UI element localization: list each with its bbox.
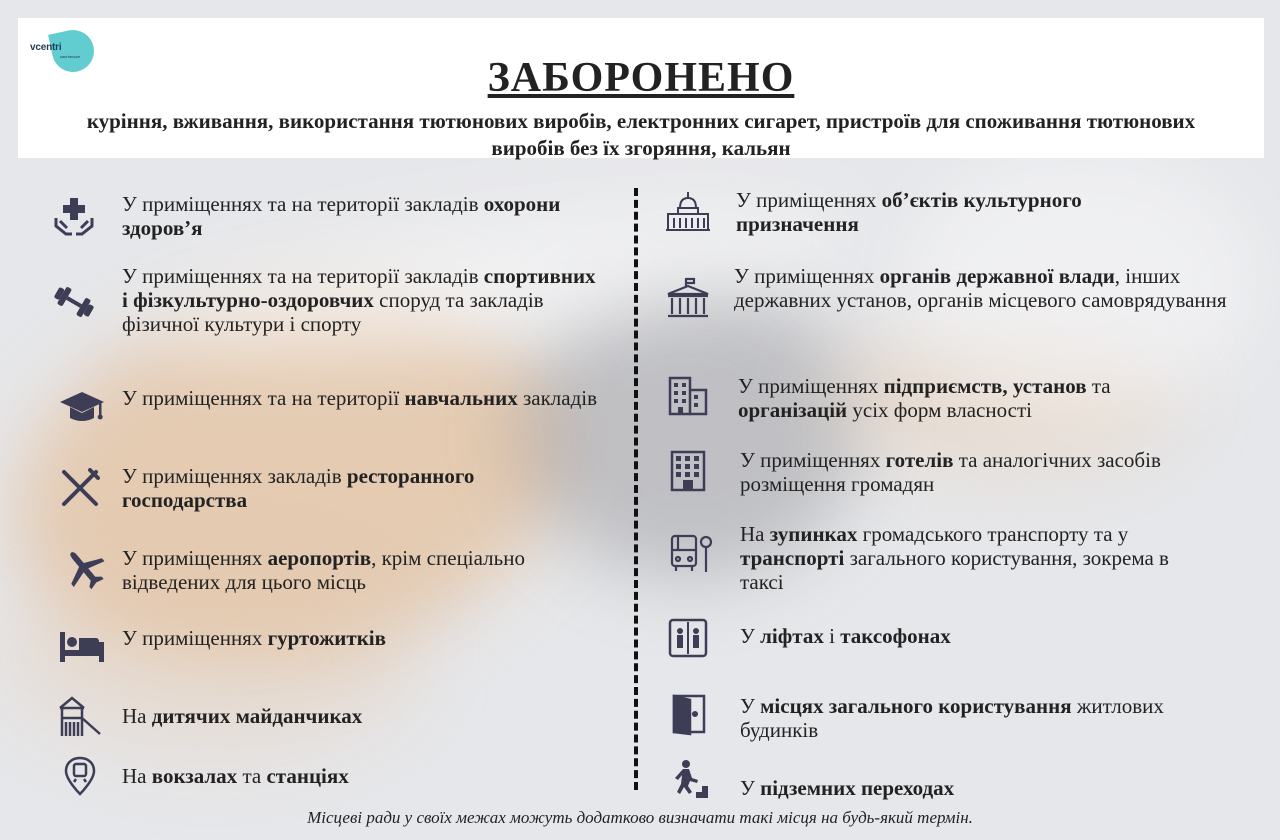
- capitol-icon: [664, 190, 708, 234]
- page-subtitle: куріння, вживання, використання тютюнових виробів, електронних сигарет, пристроїв для споживання тютюнових виробів без їх згоряння, кальян: [86, 109, 1196, 160]
- text-segment: У приміщеннях: [740, 448, 886, 472]
- right-item-text: [740, 776, 1210, 800]
- emphasized-text: станціях: [266, 764, 349, 788]
- text-segment: житлових будинків: [740, 694, 1164, 742]
- text-segment: і: [823, 624, 841, 648]
- emphasized-text: охорони здоров’я: [122, 192, 561, 240]
- text-segment: У приміщеннях: [122, 546, 268, 570]
- underpass-stairs-icon: [668, 758, 712, 802]
- right-item-text: [740, 522, 1210, 594]
- emphasized-text: організацій: [738, 398, 848, 422]
- right-item-text: [740, 624, 1210, 648]
- text-segment: , інших державних установ, органів місцевого самоврядування: [734, 264, 1227, 312]
- text-segment: У приміщеннях та на території: [122, 386, 405, 410]
- emphasized-text: ліфтах: [760, 624, 824, 648]
- emphasized-text: гуртожитків: [267, 626, 386, 650]
- text-segment: На: [740, 522, 770, 546]
- emphasized-text: зупинках: [769, 522, 858, 546]
- airplane-icon: [62, 546, 106, 590]
- page-title: ЗАБОРОНЕНО: [487, 55, 795, 101]
- text-segment: У: [740, 694, 761, 718]
- emphasized-text: підприємств, установ: [883, 374, 1087, 398]
- right-item-text: [740, 448, 1210, 496]
- text-segment: , крім спеціально відведених для цього місць: [122, 546, 525, 594]
- hotel-icon: [666, 450, 710, 494]
- playground-icon: [56, 694, 100, 738]
- text-segment: та аналогічних засобів розміщення громадян: [740, 448, 1161, 496]
- text-segment: У приміщеннях: [736, 188, 882, 212]
- emphasized-text: дитячих майданчиках: [151, 704, 363, 728]
- emphasized-text: спортивних і фізкультурно-оздоровчих: [122, 264, 596, 312]
- header-banner: [18, 18, 1264, 158]
- text-segment: У: [740, 624, 761, 648]
- right-item-text: [740, 694, 1210, 742]
- footer-note: Місцеві ради у своїх межах можуть додатково визначати такі місця на будь-який термін.: [307, 808, 973, 827]
- fork-knife-icon: [58, 466, 102, 510]
- left-item-text: [122, 764, 602, 788]
- left-item-text: [122, 546, 602, 594]
- emphasized-text: об’єктів культурного призначення: [736, 188, 1082, 236]
- bus-stop-icon: [668, 532, 712, 576]
- text-segment: усіх форм власності: [847, 398, 1032, 422]
- text-segment: У приміщеннях: [734, 264, 880, 288]
- right-item-text: [736, 188, 1176, 236]
- emphasized-text: ресторанного господарства: [122, 464, 475, 512]
- left-item-text: [122, 192, 602, 240]
- text-segment: У: [740, 776, 761, 800]
- text-segment: закладів: [517, 386, 598, 410]
- left-item-text: [122, 626, 602, 650]
- graduation-cap-icon: [58, 386, 102, 430]
- text-segment: та: [237, 764, 267, 788]
- text-segment: У приміщеннях: [738, 374, 884, 398]
- bed-icon: [58, 626, 102, 670]
- text-segment: У приміщеннях та на території закладів: [122, 192, 484, 216]
- text-segment: та: [1086, 374, 1111, 398]
- emphasized-text: таксофонах: [840, 624, 951, 648]
- emphasized-text: навчальних: [404, 386, 518, 410]
- left-item-text: [122, 704, 602, 728]
- dumbbell-icon: [52, 280, 96, 324]
- left-item-text: [122, 386, 602, 410]
- emphasized-text: аеропортів: [267, 546, 372, 570]
- logo-subtext: кам'янське: [60, 54, 81, 59]
- logo-text: vcentri: [30, 42, 62, 53]
- text-segment: У приміщеннях: [122, 626, 268, 650]
- emphasized-text: місцях загального користування: [760, 694, 1072, 718]
- text-segment: На: [122, 764, 152, 788]
- office-buildings-icon: [666, 374, 710, 418]
- text-segment: У приміщеннях закладів: [122, 464, 347, 488]
- emphasized-text: підземних переходах: [760, 776, 955, 800]
- text-segment: загального користування, зокрема в таксі: [740, 546, 1169, 594]
- elevator-icon: [668, 618, 712, 662]
- train-station-icon: [58, 754, 102, 798]
- text-segment: У приміщеннях та на території закладів: [122, 264, 484, 288]
- emphasized-text: готелів: [885, 448, 954, 472]
- door-icon: [668, 692, 712, 736]
- text-segment: громадського транспорту та у: [857, 522, 1129, 546]
- column-divider: [634, 188, 638, 790]
- emphasized-text: вокзалах: [151, 764, 238, 788]
- government-building-icon: [664, 276, 708, 320]
- text-segment: На: [122, 704, 152, 728]
- left-item-text: [122, 264, 602, 336]
- hospital-hands-icon: [52, 194, 96, 238]
- left-item-text: [122, 464, 602, 512]
- right-item-text: [738, 374, 1208, 422]
- right-item-text: [734, 264, 1244, 312]
- emphasized-text: органів державної влади: [879, 264, 1115, 288]
- text-segment: споруд та закладів фізичної культури і спорту: [122, 288, 544, 336]
- emphasized-text: транспорті: [740, 546, 845, 570]
